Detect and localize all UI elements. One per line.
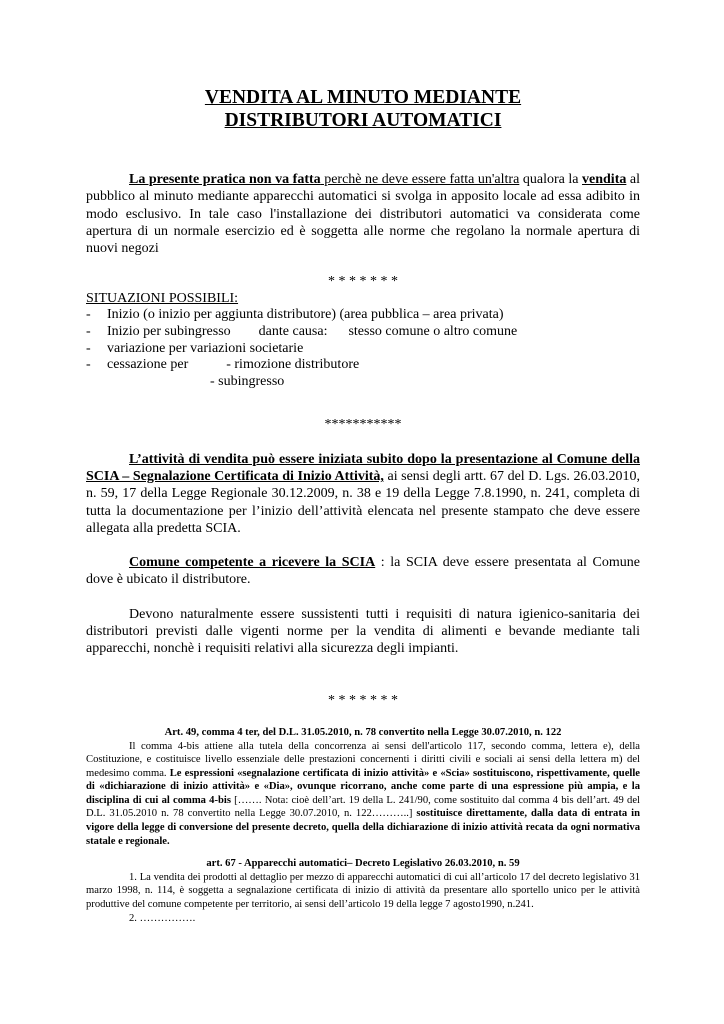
title-line-2: DISTRIBUTORI AUTOMATICI [224, 110, 502, 131]
intro-vendita: vendita [582, 172, 627, 187]
list-item: - Inizio (o inizio per aggiunta distributore) (area pubblica – area privata) [86, 307, 504, 323]
scia-rest: ai sensi degli artt. 67 del D. Lgs. 26.03.2010, n. 59, 17 della Legge Regionale 30.12.2009, n. 38 e 19 della Legge 7.8.1990, n. 241, completa di tutta la documentazione per l’inizio dell’attività elencata nel presente stampato che deve essere allegata alla predetta SCIA. [86, 468, 640, 536]
separator-stars-2: *********** [324, 417, 402, 433]
art67-text-1: 1. La vendita dei prodotti al dettaglio per mezzo di apparecchi automatici di cui all’articolo 17 del decreto legislativo 31 marzo 1998, n. 114, è soggetta a segnalazione certificata di inizio di attività da presentare allo sportello unico per le attività produttive del comune competente per territorio, ai sensi dell’articolo 19 della legge 7 agosto1990, n.241. [86, 871, 640, 911]
art49-bold-2: sostituisce direttamente, dalla data di entrata in vigore della legge di conversione del presente decreto, quella della dichiarazione di inizio attività recata da ogni normativa statale e regionale. [86, 808, 640, 847]
situation-item-1: Inizio (o inizio per aggiunta distributore) (area pubblica – area privata) [107, 307, 504, 323]
situation-item-2b: dante causa: [258, 323, 328, 339]
scia-paragraph [86, 451, 640, 537]
list-item: - variazione per variazioni societarie [86, 340, 304, 356]
comune-rest: : la SCIA deve essere presentata al Comune dove è ubicato il distributore. [86, 555, 640, 588]
intro-paragraph [86, 171, 640, 257]
situation-item-3: variazione per variazioni societarie [107, 340, 304, 356]
art49-title: Art. 49, comma 4 ter, del D.L. 31.05.2010, n. 78 convertito nella Legge 30.07.2010, n. 122 [164, 726, 562, 738]
situation-item-2a: Inizio per subingresso [107, 323, 231, 339]
document-title [86, 86, 640, 132]
situations-list [86, 291, 640, 391]
separator-stars-3: * * * * * * * [328, 692, 398, 708]
title-line-1: VENDITA AL MINUTO MEDIANTE [204, 87, 522, 108]
requisiti-paragraph: Devono naturalmente essere sussistenti tutti i requisiti di natura igienico-sanitaria dei distributori previsti dalle vigenti norme per la vendita di alimenti e bevande mediante tali apparecchi, nonchè i requisiti relativi alla sicurezza degli impianti. [86, 606, 640, 657]
intro-rest: al pubblico al minuto mediante apparecchi automatici si svolga in apposito locale ad essa adibito in modo esclusivo. In tale caso l'installazione dei distributori automatici va considerata come apertura di un normale esercizio ed è soggetta alle norme che regolano la normale apertura di nuovi negozi [86, 172, 641, 257]
separator-stars-1: * * * * * * * [328, 274, 398, 290]
art67-title: art. 67 - Apparecchi automatici– Decreto Legislativo 26.03.2010, n. 59 [206, 858, 520, 870]
situation-item-4a: cessazione per [107, 357, 189, 373]
comune-lead: Comune competente a ricevere la SCIA [129, 555, 376, 571]
intro-middle: perchè ne deve essere fatta un'altra [320, 172, 520, 187]
art49-text [86, 740, 640, 849]
situation-item-2c: stesso comune o altro comune [348, 323, 518, 339]
situation-item-4b: - rimozione distributore [226, 357, 360, 373]
art49-text-1: Il comma 4-bis attiene alla tutela della concorrenza ai sensi dell'articolo 117, secondo comma, lettera e), della Costituzione, e costituisce livello essenziale delle prestazioni concernenti i diritti civili e sociali ai sensi della lettera m) del medesimo comma. [86, 740, 640, 779]
art67-text-2: 2. ……………. [129, 912, 196, 924]
comune-paragraph [86, 554, 640, 589]
intro-lead: La presente pratica non va fatta [129, 172, 321, 187]
art49-bold-1: Le espressioni «segnalazione certificata di inizio attività» e «Scia» sostituiscono, rispettivamente, quelle di «dichiarazione di inizio attività» e «Dia», ovunque ricorrano, anche come parte di una espressione più ampia, e la disciplina di cui al comma 4-bis [86, 767, 640, 806]
situation-item-4c: - subingresso [210, 373, 285, 389]
list-item: - cessazione per - rimozione distributore [86, 357, 360, 373]
situations-heading: SITUAZIONI POSSIBILI: [86, 290, 239, 306]
intro-after: qualora la [519, 172, 583, 187]
scia-lead: L’attività di vendita può essere iniziata subito dopo la presentazione al Comune della SCIA – Segnalazione Certificata di Inizio Attività, [86, 451, 640, 484]
document-page [86, 86, 640, 925]
art49-text-2: [……. Nota: cioè dell’art. 19 della L. 241/90, come sostituito dal comma 4 bis dell’art. 49 del D.L. 31.05.2010 n. 78 convertito nella Legge 30.07.2010, n. 122………..] [86, 794, 640, 820]
list-item: - Inizio per subingresso dante causa: stesso comune o altro comune [86, 323, 518, 339]
